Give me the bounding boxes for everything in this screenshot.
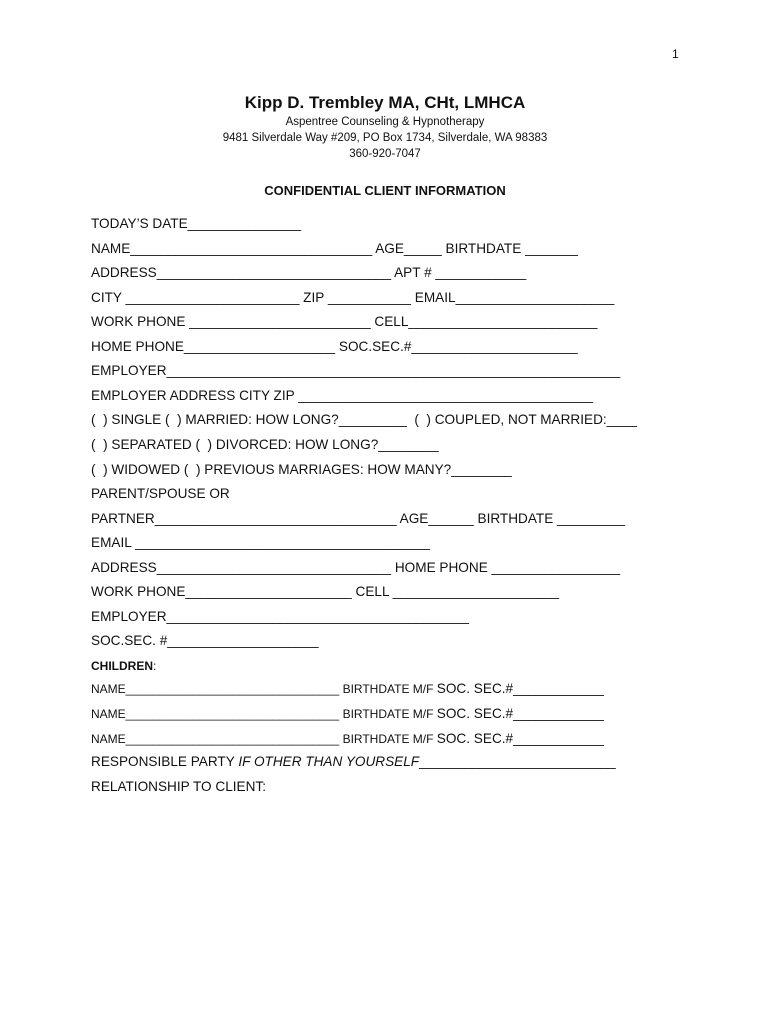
letterhead xyxy=(0,92,770,162)
city-zip-email-field[interactable]: CITY _______________________ ZIP ___________ EMAIL_____________________ xyxy=(91,290,615,305)
responsible-party-field[interactable] xyxy=(91,753,616,771)
parent-spouse-label: PARENT/SPOUSE OR xyxy=(91,486,230,501)
partner-ssn-field[interactable]: SOC.SEC. #____________________ xyxy=(91,633,319,648)
child-row[interactable] xyxy=(91,705,604,723)
partner-employer-field[interactable]: EMPLOYER________________________________________ xyxy=(91,609,469,624)
marital-status-widowed[interactable]: ( ) WIDOWED ( ) PREVIOUS MARRIAGES: HOW MANY?________ xyxy=(91,462,512,477)
partner-email-field[interactable]: EMAIL _______________________________________ xyxy=(91,535,430,550)
partner-age-birthdate-field[interactable]: PARTNER________________________________ AGE______ BIRTHDATE _________ xyxy=(91,511,626,526)
marital-status-separated-divorced[interactable]: ( ) SEPARATED ( ) DIVORCED: HOW LONG?________ xyxy=(91,437,439,452)
child-name-birthdate-field[interactable]: NAME________________________________ BIRTHDATE M/F xyxy=(91,682,437,696)
partner-work-phone-cell-field[interactable]: WORK PHONE______________________ CELL ______________________ xyxy=(91,584,560,599)
relationship-to-client-field[interactable]: RELATIONSHIP TO CLIENT: xyxy=(91,779,267,794)
practice-phone: 360-920-7047 xyxy=(349,148,421,160)
address-apt-field[interactable]: ADDRESS_______________________________ APT # ____________ xyxy=(91,265,527,280)
responsible-party-qualifier: IF OTHER THAN YOURSELF xyxy=(238,754,420,769)
children-label: CHILDREN xyxy=(91,659,153,673)
form-title: CONFIDENTIAL CLIENT INFORMATION xyxy=(264,183,506,198)
child-ssn-field[interactable]: SOC. SEC.#____________ xyxy=(436,731,604,746)
child-row[interactable] xyxy=(91,730,604,748)
employer-address-field[interactable]: EMPLOYER ADDRESS CITY ZIP _______________________________________ xyxy=(91,388,594,403)
child-name-birthdate-field[interactable]: NAME________________________________ BIRTHDATE M/F xyxy=(91,707,437,721)
employer-field[interactable]: EMPLOYER____________________________________________________________ xyxy=(91,363,621,378)
children-label-colon: : xyxy=(153,659,157,673)
marital-status-single-married[interactable]: ( ) SINGLE ( ) MARRIED: HOW LONG?_________ ( ) COUPLED, NOT MARRIED:____ xyxy=(91,412,637,427)
name-age-birthdate-field[interactable]: NAME________________________________ AGE_____ BIRTHDATE _______ xyxy=(91,241,578,256)
child-name-birthdate-field[interactable]: NAME________________________________ BIRTHDATE M/F xyxy=(91,732,437,746)
home-phone-ssn-field[interactable]: HOME PHONE____________________ SOC.SEC.#______________________ xyxy=(91,339,578,354)
child-ssn-field[interactable]: SOC. SEC.#____________ xyxy=(436,681,604,696)
todays-date-field[interactable]: TODAY’S DATE_______________ xyxy=(91,216,302,231)
clinician-name: Kipp D. Trembley MA, CHt, LMHCA xyxy=(244,93,526,112)
practice-address: 9481 Silverdale Way #209, PO Box 1734, Silverdale, WA 98383 xyxy=(222,132,548,144)
partner-address-home-phone-field[interactable]: ADDRESS_______________________________ HOME PHONE _________________ xyxy=(91,560,621,575)
child-row[interactable] xyxy=(91,680,604,698)
responsible-party-label: RESPONSIBLE PARTY xyxy=(91,754,239,769)
children-heading xyxy=(91,657,156,675)
practice-name: Aspentree Counseling & Hypnotherapy xyxy=(285,116,485,128)
page-number: 1 xyxy=(672,47,679,61)
work-phone-cell-field[interactable]: WORK PHONE ________________________ CELL_________________________ xyxy=(91,314,598,329)
child-ssn-field[interactable]: SOC. SEC.#____________ xyxy=(436,706,604,721)
responsible-party-blank[interactable]: __________________________ xyxy=(419,754,616,769)
